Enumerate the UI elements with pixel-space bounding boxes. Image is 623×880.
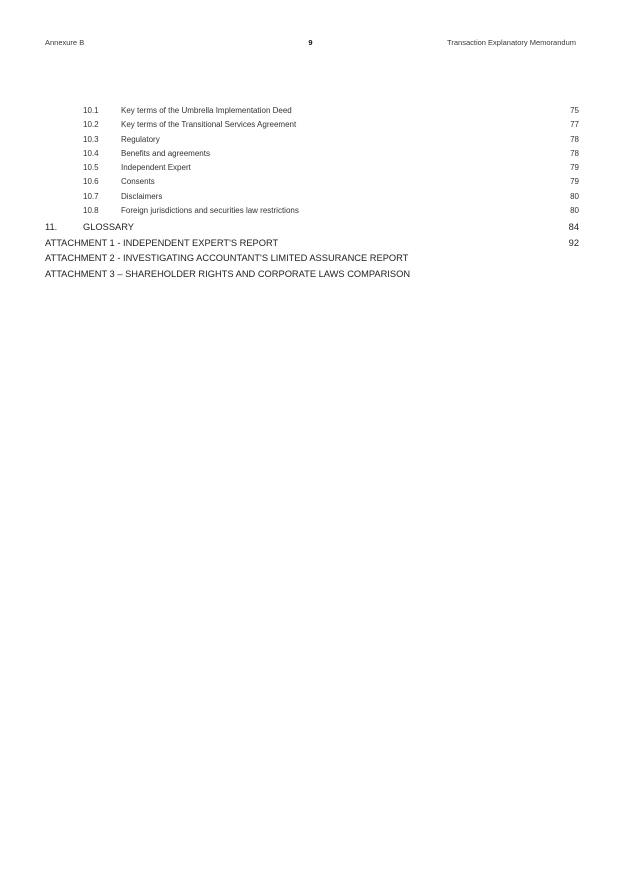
toc-entry-10-6[interactable] (45, 175, 579, 189)
table-of-contents (45, 104, 579, 282)
toc-entry-number: 10.6 (83, 177, 99, 187)
toc-entry-title: Regulatory (121, 134, 160, 144)
toc-entry-10-8[interactable] (45, 204, 579, 218)
toc-section-page: 84 (568, 222, 579, 233)
toc-entry-title: Benefits and agreements (121, 148, 210, 158)
toc-attachment-3[interactable] (45, 267, 579, 283)
toc-entry-page: 78 (570, 134, 579, 144)
toc-attachment-title: ATTACHMENT 1 - INDEPENDENT EXPERT'S REPORT (45, 237, 279, 248)
toc-entry-10-2[interactable] (45, 118, 579, 132)
toc-entry-title: Key terms of the Umbrella Implementation Deed (121, 106, 292, 115)
header-document-title: Transaction Explanatory Memorandum (447, 38, 576, 47)
toc-entry-10-4[interactable] (45, 147, 579, 161)
toc-attachment-page: 92 (568, 237, 579, 248)
toc-attachment-2[interactable] (45, 251, 579, 267)
toc-entry-page: 78 (570, 148, 579, 158)
toc-entry-title: Foreign jurisdictions and securities law restrictions (121, 206, 299, 216)
toc-entry-title: Key terms of the Transitional Services Agreement (121, 120, 297, 130)
toc-entry-number: 10.3 (83, 134, 99, 144)
toc-entry-10-7[interactable] (45, 190, 579, 204)
toc-section-11[interactable] (45, 220, 579, 236)
toc-entry-page: 75 (570, 106, 579, 115)
header-page-number: 9 (308, 38, 313, 47)
toc-entry-number: 10.1 (83, 106, 99, 115)
toc-entry-page: 77 (570, 120, 579, 130)
toc-entry-title: Disclaimers (121, 191, 163, 201)
toc-section-number: 11. (45, 222, 58, 233)
toc-entry-title: Independent Expert (121, 163, 191, 173)
header-annexure-label: Annexure B (45, 38, 85, 47)
toc-entry-10-3[interactable] (45, 133, 579, 147)
toc-entry-number: 10.8 (83, 206, 99, 216)
page-header (45, 38, 576, 50)
toc-attachment-1[interactable] (45, 236, 579, 252)
toc-entry-10-5[interactable] (45, 161, 579, 175)
toc-entry-title: Consents (121, 177, 155, 187)
toc-entry-number: 10.2 (83, 120, 99, 130)
toc-entry-page: 80 (570, 191, 579, 201)
toc-entry-page: 79 (570, 163, 579, 173)
toc-entry-page: 79 (570, 177, 579, 187)
toc-entry-10-1[interactable] (45, 104, 579, 118)
toc-entry-number: 10.4 (83, 148, 99, 158)
toc-entry-number: 10.7 (83, 191, 99, 201)
toc-attachment-title: ATTACHMENT 2 - INVESTIGATING ACCOUNTANT'S LIMITED ASSURANCE REPORT (45, 253, 409, 264)
toc-entry-number: 10.5 (83, 163, 99, 173)
toc-attachment-title: ATTACHMENT 3 – SHAREHOLDER RIGHTS AND CORPORATE LAWS COMPARISON (45, 268, 411, 279)
toc-section-title: GLOSSARY (83, 222, 134, 233)
toc-entry-page: 80 (570, 206, 579, 216)
